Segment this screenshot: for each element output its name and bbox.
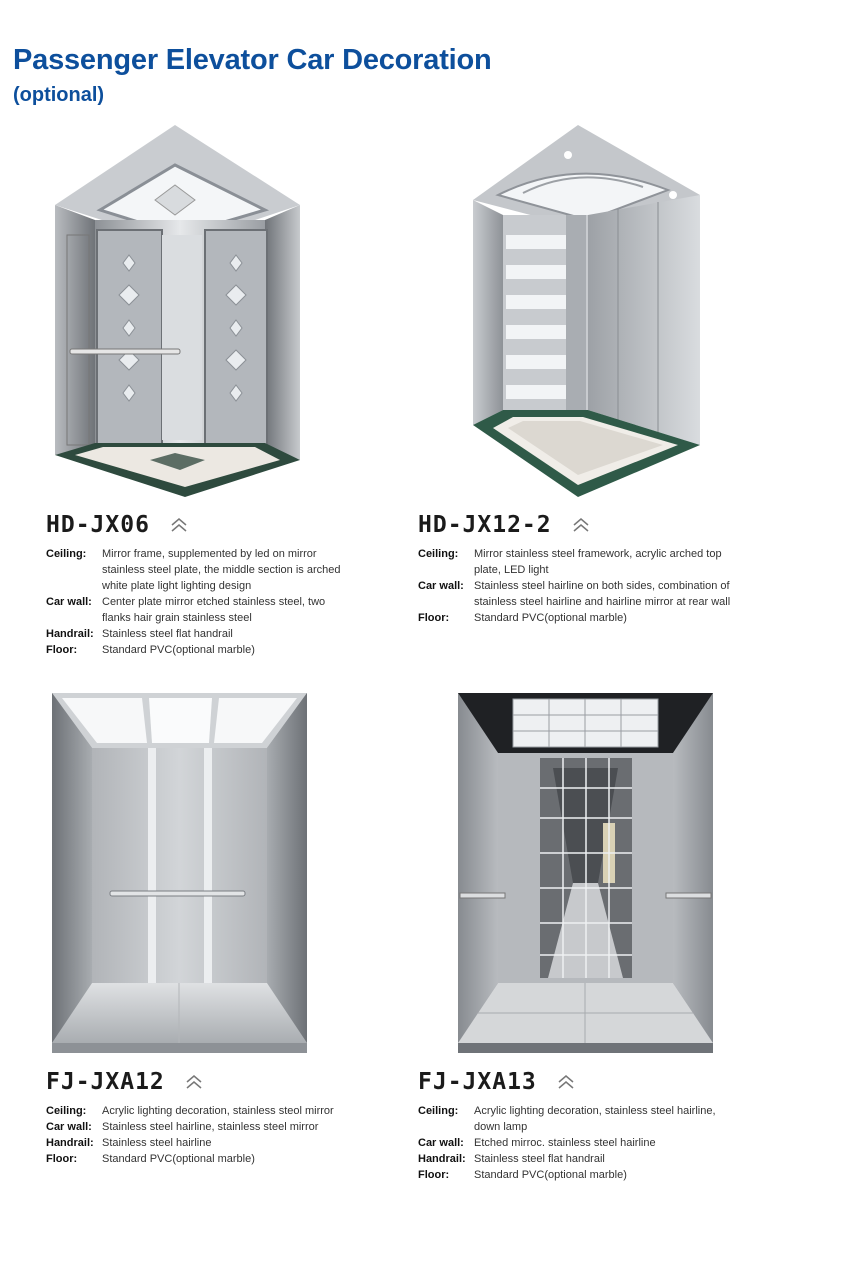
model-name-3	[46, 1069, 203, 1095]
elevator-image-fj-jxa12	[52, 693, 307, 1053]
spec-list-4	[418, 1103, 748, 1183]
spec-line: stainless steel plate, the middle section is arched	[102, 564, 341, 576]
model-label: FJ-JXA12	[46, 1069, 165, 1095]
spec-line: flanks hair grain stainless steel	[102, 612, 252, 624]
spec-line: Acrylic lighting decoration, stainless steel hairline,	[474, 1105, 716, 1117]
spec-label: Ceiling:	[418, 1105, 459, 1117]
spec-line: stainless steel hairline and hairline mirror at rear wall	[474, 596, 731, 608]
double-chevron-up-icon	[557, 1074, 575, 1090]
spec-label: Handrail:	[418, 1153, 466, 1165]
spec-label: Car wall:	[46, 596, 92, 608]
model-name-1	[46, 512, 188, 538]
double-chevron-up-icon	[170, 517, 188, 533]
spec-line: Etched mirroc. stainless steel hairline	[474, 1137, 656, 1149]
model-name-2	[418, 512, 590, 538]
spec-line: Mirror frame, supplemented by led on mirror	[102, 548, 317, 560]
spec-label: Car wall:	[46, 1121, 92, 1133]
double-chevron-up-icon	[572, 517, 590, 533]
spec-line: Standard PVC(optional marble)	[102, 644, 255, 656]
elevator-image-fj-jxa13	[458, 693, 713, 1053]
spec-list-1	[46, 546, 366, 658]
spec-line: Center plate mirror etched stainless steel, two	[102, 596, 326, 608]
page-subtitle: (optional)	[13, 84, 105, 106]
model-label: FJ-JXA13	[418, 1069, 537, 1095]
page-title: Passenger Elevator Car Decoration	[13, 44, 492, 76]
spec-line: down lamp	[474, 1121, 528, 1133]
double-chevron-up-icon	[185, 1074, 203, 1090]
spec-line: Stainless steel flat handrail	[102, 628, 233, 640]
spec-label: Handrail:	[46, 628, 94, 640]
elevator-image-hd-jx06	[55, 125, 305, 500]
spec-label: Car wall:	[418, 1137, 464, 1149]
spec-line: Mirror stainless steel framework, acrylic arched top	[474, 548, 722, 560]
spec-line: Stainless steel hairline, stainless steel mirror	[102, 1121, 319, 1133]
spec-line: Standard PVC(optional marble)	[102, 1153, 255, 1165]
spec-label: Floor:	[46, 1153, 78, 1165]
spec-line: Stainless steel hairline	[102, 1137, 212, 1149]
spec-label: Floor:	[418, 1169, 450, 1181]
model-label: HD-JX06	[46, 512, 150, 538]
spec-line: plate, LED light	[474, 564, 549, 576]
spec-label: Ceiling:	[418, 548, 459, 560]
spec-label: Ceiling:	[46, 1105, 87, 1117]
spec-list-2	[418, 546, 758, 626]
spec-label: Floor:	[46, 644, 78, 656]
spec-label: Handrail:	[46, 1137, 94, 1149]
spec-line: white plate light lighting design	[102, 580, 252, 592]
spec-line: Standard PVC(optional marble)	[474, 612, 627, 624]
spec-label: Floor:	[418, 612, 450, 624]
spec-line: Stainless steel flat handrail	[474, 1153, 605, 1165]
spec-label: Ceiling:	[46, 548, 87, 560]
spec-list-3	[46, 1103, 366, 1167]
spec-line: Acrylic lighting decoration, stainless steol mirror	[102, 1105, 334, 1117]
model-label: HD-JX12-2	[418, 512, 552, 538]
elevator-image-hd-jx12-2	[468, 125, 703, 500]
spec-line: Stainless steel hairline on both sides, combination of	[474, 580, 730, 592]
spec-label: Car wall:	[418, 580, 464, 592]
spec-line: Standard PVC(optional marble)	[474, 1169, 627, 1181]
model-name-4	[418, 1069, 575, 1095]
